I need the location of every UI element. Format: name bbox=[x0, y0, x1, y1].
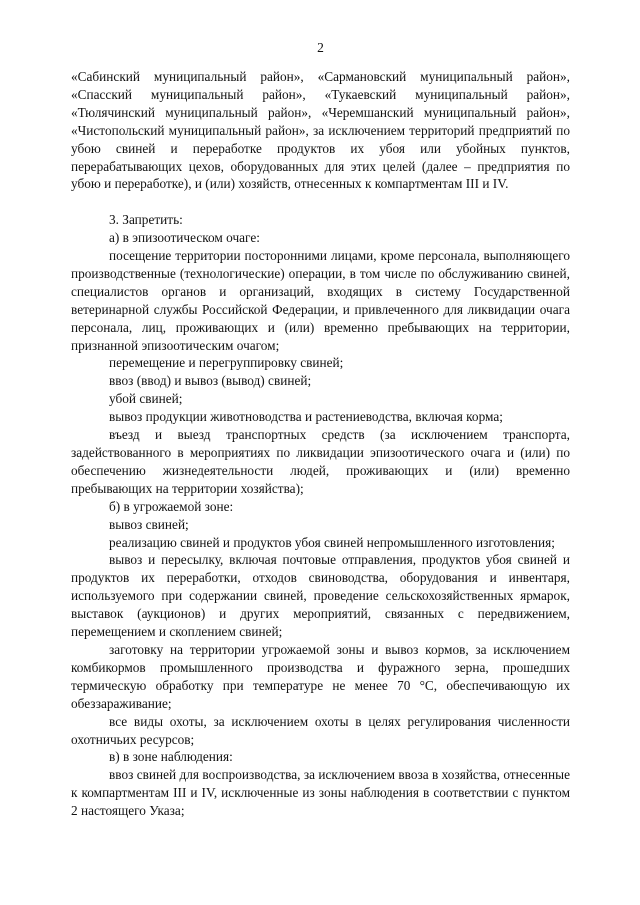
paragraph: все виды охоты, за исключением охоты в целях регулирования численности охотничьих ресурсов; bbox=[71, 713, 570, 747]
paragraph: ввоз (ввод) и вывоз (вывод) свиней; bbox=[109, 373, 312, 389]
paragraph: посещение территории посторонними лицами, кроме персонала, выполняющего производственные (технологические) операции, в том числе по обслуживанию свиней, специалистов органов и организаций, входящих в систему Государственной ветеринарной службы Российской Федерации, и привлеченного для ликвидации очага персонала, лиц, проживающих и (или) временно пребывающих на территории, признанной эпизоотическим очагом; bbox=[71, 248, 570, 353]
paragraph: а) в эпизоотическом очаге: bbox=[109, 230, 260, 246]
page-number: 2 bbox=[317, 40, 324, 55]
paragraph: в) в зоне наблюдения: bbox=[109, 749, 233, 765]
paragraph: 3. Запретить: bbox=[109, 212, 183, 228]
paragraph: перемещение и перегруппировку свиней; bbox=[109, 355, 344, 371]
paragraph: «Сабинский муниципальный район», «Сармановский муниципальный район», «Спасский муниципальный район», «Тукаевский муниципальный район», «Тюлячинский муниципальный район», «Черемшанский муниципальный район», «Чистопольский муниципальный район», за исключением территорий предприятий по убою свиней и переработке продуктов их убоя или убойных пунктов, перерабатывающих цехов, оборудованных для этих целей (далее – предприятия по убою и переработке), и (или) хозяйств, отнесенных к компартментам III и IV. bbox=[71, 69, 570, 192]
paragraph: заготовку на территории угрожаемой зоны и вывоз кормов, за исключением комбикормов промышленного производства и фуражного зерна, прошедших термическую обработку при температуре не менее 70 °С, обеспечивающую их обеззараживание; bbox=[71, 641, 570, 711]
paragraph: вывоз свиней; bbox=[109, 516, 189, 532]
paragraph: ввоз свиней для воспроизводства, за исключением ввоза в хозяйства, отнесенные к компартментам III и IV, исключенные из зоны наблюдения в соответствии с пунктом 2 настоящего Указа; bbox=[71, 767, 570, 819]
paragraph: убой свиней; bbox=[109, 391, 183, 407]
paragraph: въезд и выезд транспортных средств (за исключением транспорта, задействованного в мероприятиях по ликвидации эпизоотического очага и (или) по обеспечению жизнедеятельности людей, проживающих и (или) временно пребывающих на территории хозяйства); bbox=[71, 427, 570, 496]
paragraph: вывоз продукции животноводства и растениеводства, включая корма; bbox=[109, 409, 503, 425]
paragraph: вывоз и пересылку, включая почтовые отправления, продуктов убоя свиней и продуктов их переработки, отходов свиноводства, оборудования и инвентаря, используемого при содержании свиней, проведение сельскохозяйственных ярмарок, выставок (аукционов) и других мероприятий, связанных с передвижением, перемещением и скоплением свиней; bbox=[71, 552, 570, 640]
paragraph: б) в угрожаемой зоне: bbox=[109, 498, 234, 514]
document-body bbox=[71, 68, 570, 820]
paragraph: реализацию свиней и продуктов убоя свиней непромышленного изготовления; bbox=[109, 534, 555, 550]
